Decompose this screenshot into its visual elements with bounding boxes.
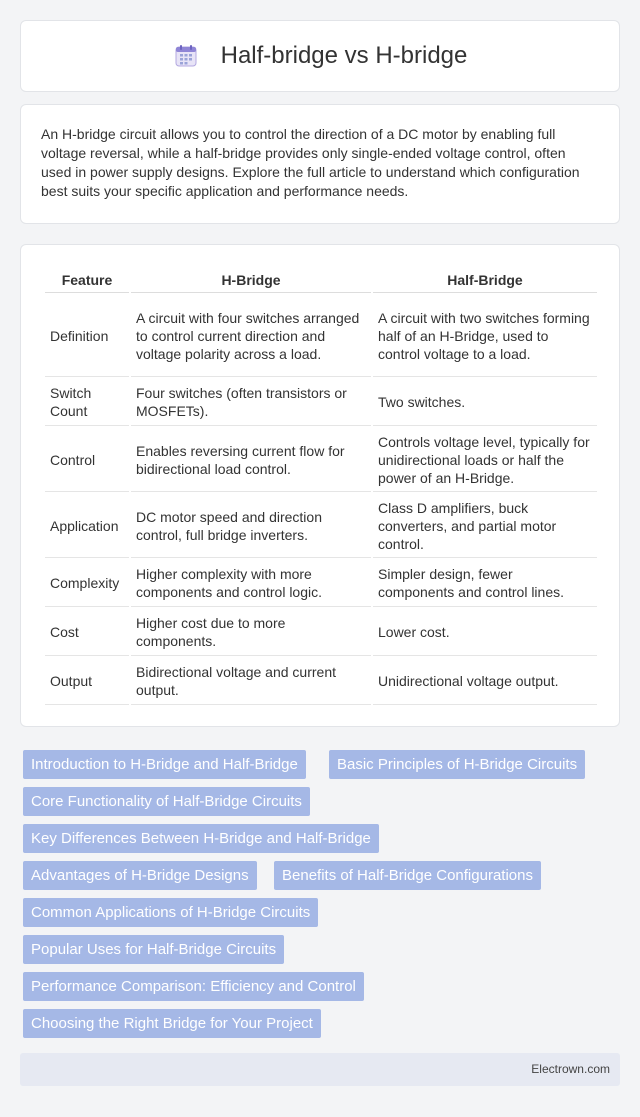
h-bridge-cell: Enables reversing current flow for bidirectional load control. bbox=[131, 428, 371, 492]
intro-card bbox=[20, 104, 620, 224]
half-bridge-cell: Class D amplifiers, buck converters, and partial motor control. bbox=[373, 494, 597, 558]
h-bridge-cell: Higher cost due to more components. bbox=[131, 609, 371, 656]
table-row bbox=[45, 560, 597, 607]
feature-cell: Complexity bbox=[45, 560, 129, 607]
tag-link[interactable]: Key Differences Between H-Bridge and Half-Bridge bbox=[23, 824, 379, 853]
intro-text: An H-bridge circuit allows you to control the direction of a DC motor by enabling full voltage reversal, while a half-bridge provides only single-ended voltage control, often used in power supply designs. Explore the full article to understand which configuration best suits your specific application and performance needs. bbox=[41, 126, 580, 199]
tag-link[interactable]: Benefits of Half-Bridge Configurations bbox=[274, 861, 541, 890]
table-row bbox=[45, 379, 597, 426]
calendar-icon bbox=[173, 43, 199, 69]
h-bridge-cell: DC motor speed and direction control, full bridge inverters. bbox=[131, 494, 371, 558]
header-feature: Feature bbox=[45, 267, 129, 293]
table-row bbox=[45, 658, 597, 705]
tag-link[interactable]: Popular Uses for Half-Bridge Circuits bbox=[23, 935, 284, 964]
half-bridge-cell: A circuit with two switches forming half of an H-Bridge, used to control voltage to a load. bbox=[373, 295, 597, 377]
tag-link[interactable]: Core Functionality of Half-Bridge Circuits bbox=[23, 787, 310, 816]
comparison-table bbox=[43, 265, 599, 707]
half-bridge-cell: Lower cost. bbox=[373, 609, 597, 656]
footer-site[interactable]: Electrown.com bbox=[531, 1062, 610, 1076]
header-half-bridge: Half-Bridge bbox=[373, 267, 597, 293]
h-bridge-cell: A circuit with four switches arranged to control current direction and voltage polarity across a load. bbox=[131, 295, 371, 377]
feature-cell: Application bbox=[45, 494, 129, 558]
title-card bbox=[20, 20, 620, 92]
tag-link[interactable]: Choosing the Right Bridge for Your Project bbox=[23, 1009, 321, 1038]
tag-link[interactable]: Advantages of H-Bridge Designs bbox=[23, 861, 257, 890]
table-row bbox=[45, 428, 597, 492]
page-title: Half-bridge vs H-bridge bbox=[220, 42, 468, 69]
tag-link[interactable]: Common Applications of H-Bridge Circuits bbox=[23, 898, 318, 927]
comparison-table-card bbox=[20, 244, 620, 727]
half-bridge-cell: Unidirectional voltage output. bbox=[373, 658, 597, 705]
tag-link[interactable]: Basic Principles of H-Bridge Circuits bbox=[329, 750, 585, 779]
feature-cell: Output bbox=[45, 658, 129, 705]
half-bridge-cell: Controls voltage level, typically for unidirectional loads or half the power of an H-Bridge. bbox=[373, 428, 597, 492]
tag-link[interactable]: Introduction to H-Bridge and Half-Bridge bbox=[23, 750, 306, 779]
feature-cell: Switch Count bbox=[45, 379, 129, 426]
table-row bbox=[45, 609, 597, 656]
feature-cell: Control bbox=[45, 428, 129, 492]
h-bridge-cell: Bidirectional voltage and current output. bbox=[131, 658, 371, 705]
feature-cell: Definition bbox=[45, 295, 129, 377]
h-bridge-cell: Higher complexity with more components and control logic. bbox=[131, 560, 371, 607]
footer bbox=[20, 1053, 620, 1086]
header-h-bridge: H-Bridge bbox=[131, 267, 371, 293]
tag-link[interactable]: Performance Comparison: Efficiency and Control bbox=[23, 972, 364, 1001]
half-bridge-cell: Simpler design, fewer components and control lines. bbox=[373, 560, 597, 607]
half-bridge-cell: Two switches. bbox=[373, 379, 597, 426]
h-bridge-cell: Four switches (often transistors or MOSFETs). bbox=[131, 379, 371, 426]
feature-cell: Cost bbox=[45, 609, 129, 656]
table-row bbox=[45, 494, 597, 558]
table-row bbox=[45, 295, 597, 377]
table-header-row bbox=[45, 267, 597, 293]
